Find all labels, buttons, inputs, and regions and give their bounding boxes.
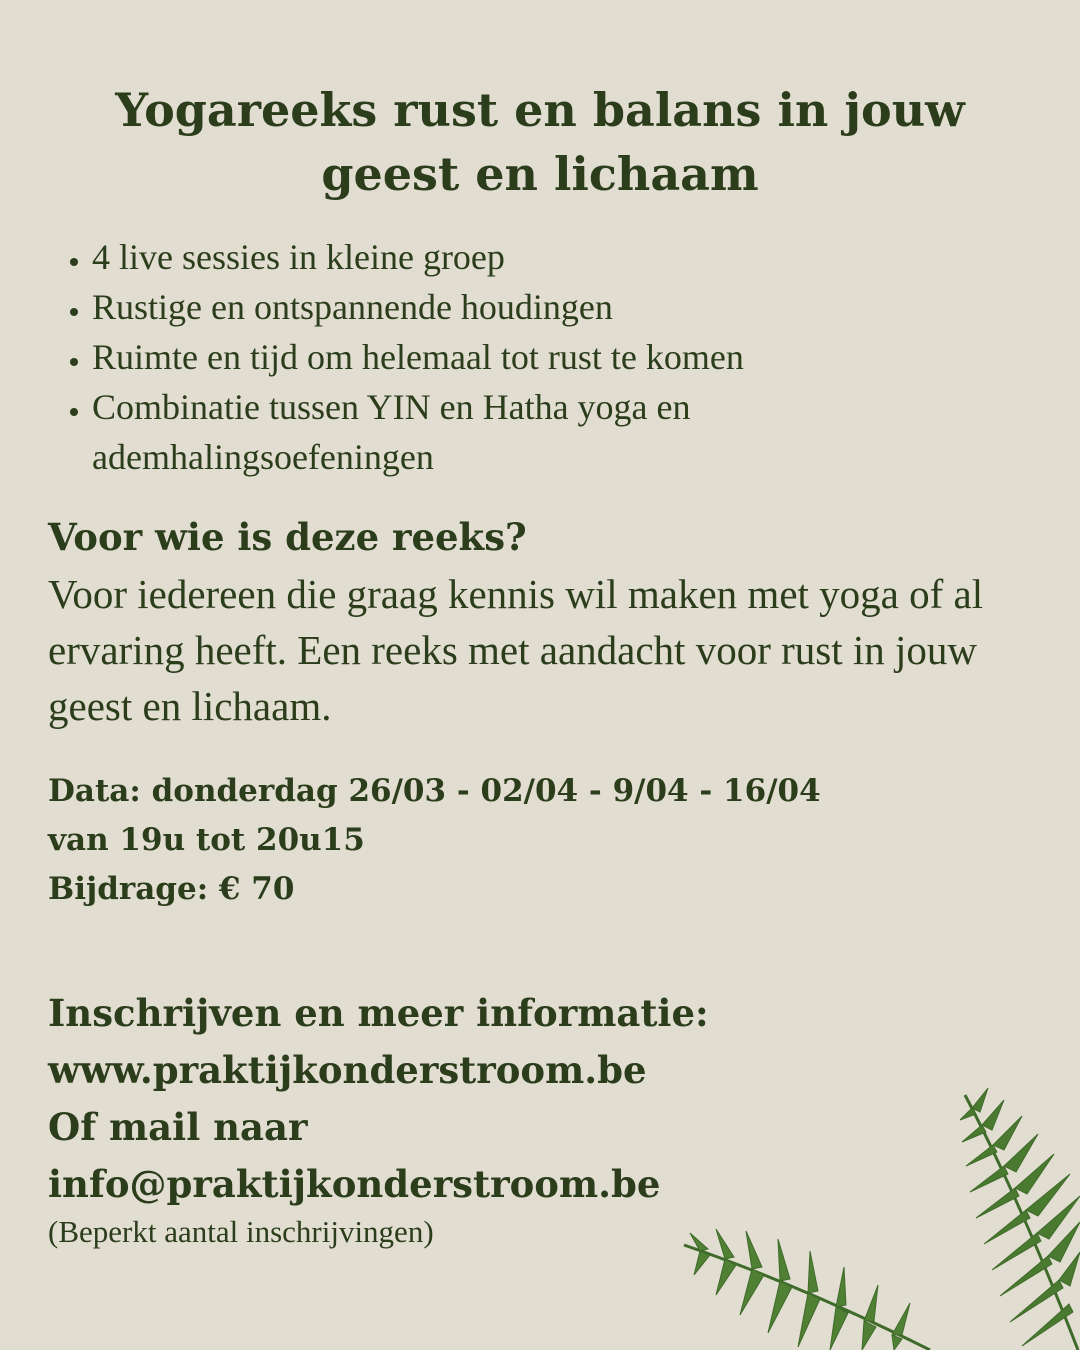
website-link[interactable]: www.praktijkonderstroom.be (48, 1048, 647, 1092)
contact-heading: Inschrijven en meer informatie: (48, 991, 709, 1035)
list-item: • Rustige en ontspannende houdingen (92, 282, 992, 332)
audience-description: Voor iedereen die graag kennis wil maken met yoga of al ervaring heeft. Een reeks met aandacht voor rust in jouw geest en lichaam. (48, 571, 984, 729)
session-details (48, 767, 1048, 914)
contact-info (48, 985, 948, 1213)
audience-heading: Voor wie is deze reeks? (48, 515, 527, 559)
email-link[interactable]: info@praktijkonderstroom.be (48, 1162, 661, 1206)
page-title: Yogareeks rust en balans in jouw geest en lichaam (115, 83, 965, 201)
fern-leaf-icon (960, 1080, 1080, 1350)
list-item: • 4 live sessies in kleine groep (92, 232, 992, 282)
price-line: Bijdrage: € 70 (48, 871, 295, 907)
feature-list (60, 232, 992, 482)
list-item: • Ruimte en tijd om helemaal tot rust te komen (92, 332, 992, 382)
time-line: van 19u tot 20u15 (48, 822, 365, 858)
capacity-note: (Beperkt aantal inschrijvingen) (48, 1214, 434, 1249)
list-item: • Combinatie tussen YIN en Hatha yoga en ademhalingsoefeningen (92, 382, 992, 482)
dates-line: Data: donderdag 26/03 - 02/04 - 9/04 - 16/04 (48, 773, 821, 809)
fern-leaf-icon (680, 1225, 940, 1350)
mail-intro: Of mail naar (48, 1105, 308, 1149)
